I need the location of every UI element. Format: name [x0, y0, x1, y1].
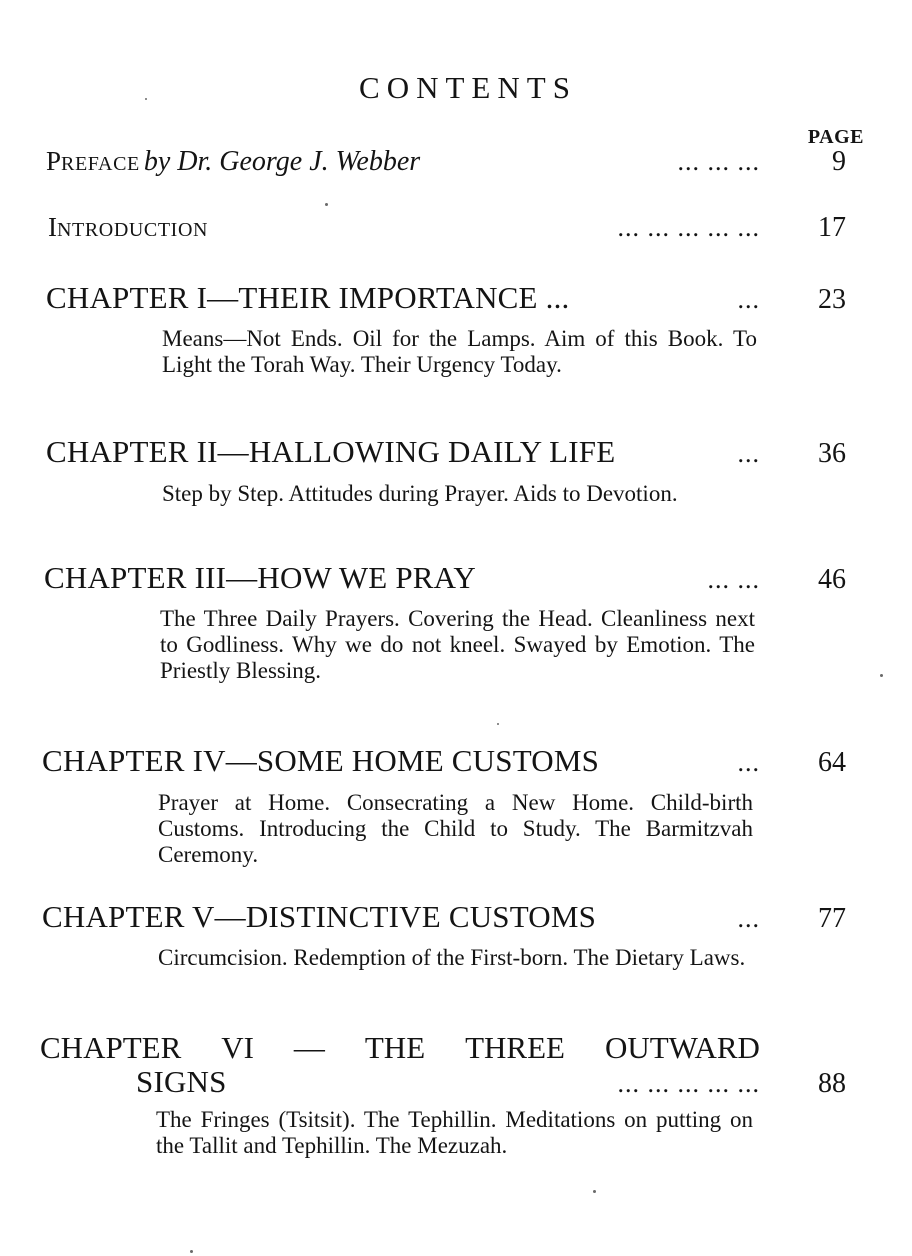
- leader-dots: ...: [737, 439, 760, 468]
- chapter-title: CHAPTER IV—SOME HOME CUSTOMS: [42, 743, 600, 778]
- toc-entry-chapter-4[interactable]: [42, 743, 846, 783]
- toc-entry-chapter-6-cont[interactable]: [136, 1064, 846, 1104]
- leader-dots: ...: [737, 285, 760, 314]
- page-number: 77: [818, 903, 846, 934]
- leader-dots: ... ...: [707, 565, 760, 594]
- leader-dots: ... ... ...: [677, 147, 760, 176]
- scan-speck: [497, 723, 499, 725]
- page-number: 36: [818, 438, 846, 469]
- page-number: 17: [818, 212, 846, 243]
- leader-dots: ...: [737, 748, 760, 777]
- chapter-title: CHAPTER II—HALLOWING DAILY LIFE: [46, 434, 616, 469]
- leader-dots: ...: [737, 904, 760, 933]
- preface-title: PREFACE by Dr. George J. Webber: [46, 146, 421, 177]
- toc-entry-introduction[interactable]: [48, 212, 846, 252]
- chapter-title: SIGNS: [136, 1064, 227, 1099]
- chapter-title: CHAPTER V—DISTINCTIVE CUSTOMS: [42, 899, 597, 934]
- scan-speck: [190, 1250, 193, 1253]
- toc-entry-chapter-6[interactable]: [40, 1030, 760, 1066]
- scan-speck: [880, 674, 883, 677]
- toc-entry-preface[interactable]: [46, 146, 846, 186]
- chapter-title-word: CHAPTER: [40, 1030, 182, 1065]
- chapter-description: The Three Daily Prayers. Covering the Head. Cleanliness next to Godliness. Why we do not kneel. Swayed by Emotion. The Priestly Blessing.: [160, 606, 755, 683]
- chapter-title-word: OUTWARD: [604, 1030, 760, 1065]
- preface-byline: by Dr. George J. Webber: [143, 146, 421, 177]
- scan-speck: [593, 1190, 596, 1193]
- chapter-description: Prayer at Home. Consecrating a New Home. Child-birth Customs. Introducing the Child to Study. The Barmitzvah Ceremony.: [158, 790, 753, 867]
- chapter-title-word: —: [293, 1030, 325, 1065]
- toc-entry-chapter-1[interactable]: [46, 280, 846, 320]
- chapter-description: Means—Not Ends. Oil for the Lamps. Aim of this Book. To Light the Torah Way. Their Urgency Today.: [162, 326, 757, 377]
- page-number: 46: [818, 564, 846, 595]
- chapter-title: CHAPTER I—THEIR IMPORTANCE ...: [46, 280, 570, 315]
- page-column-label: PAGE: [807, 126, 864, 148]
- leader-dots: ... ... ... ... ...: [617, 213, 760, 242]
- toc-entry-chapter-2[interactable]: [46, 434, 846, 474]
- chapter-title: CHAPTER III—HOW WE PRAY: [44, 560, 477, 595]
- chapter-description: The Fringes (Tsitsit). The Tephillin. Meditations on putting on the Tallit and Tephillin. The Mezuzah.: [156, 1107, 753, 1158]
- toc-entry-chapter-5[interactable]: [42, 899, 846, 939]
- page-title: CONTENTS: [359, 70, 577, 105]
- scan-speck: [325, 203, 328, 206]
- introduction-title: INTRODUCTION: [48, 212, 209, 242]
- chapter-title-word: THE: [364, 1030, 426, 1065]
- page-number: 9: [832, 146, 846, 177]
- toc-entry-chapter-3[interactable]: [44, 560, 846, 600]
- chapter-description: Circumcision. Redemption of the First-born. The Dietary Laws.: [158, 945, 746, 970]
- page-number: 23: [818, 284, 846, 315]
- chapter-description: Step by Step. Attitudes during Prayer. Aids to Devotion.: [162, 481, 678, 506]
- page-number: 64: [818, 747, 846, 778]
- leader-dots: ... ... ... ... ...: [617, 1069, 760, 1098]
- chapter-title-word: VI: [221, 1030, 254, 1065]
- page-number: 88: [818, 1068, 846, 1099]
- scan-speck: [145, 98, 147, 100]
- chapter-title-word: THREE: [465, 1030, 565, 1065]
